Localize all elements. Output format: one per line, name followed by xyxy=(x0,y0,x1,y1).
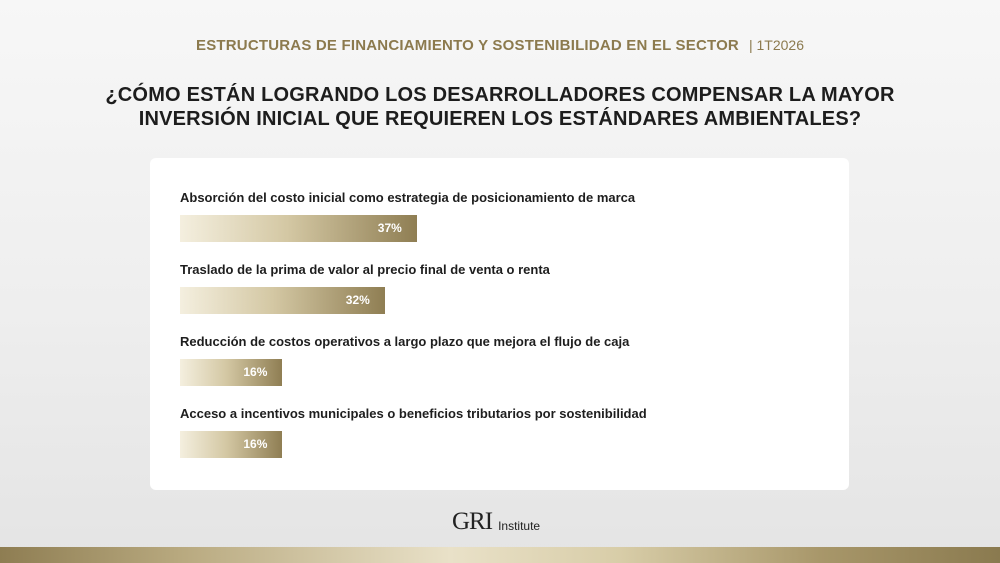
value-label: 32% xyxy=(345,293,370,307)
category-label: Traslado de la prima de valor al precio final de venta o renta xyxy=(180,262,550,277)
chart-card xyxy=(150,158,849,490)
section-title: ESTRUCTURAS DE FINANCIAMIENTO Y SOSTENIBILIDAD EN EL SECTOR xyxy=(196,37,739,54)
report-header xyxy=(0,35,1000,56)
bar xyxy=(180,431,282,458)
category-label: Absorción del costo inicial como estrategia de posicionamiento de marca xyxy=(180,190,636,205)
logo-subtitle: Institute xyxy=(498,519,541,533)
chart-item xyxy=(180,262,820,307)
period-label: | 1T2026 xyxy=(748,37,804,53)
value-label: 16% xyxy=(243,365,268,379)
category-label: Reducción de costos operativos a largo plazo que mejora el flujo de caja xyxy=(180,334,630,349)
bar xyxy=(180,287,385,314)
logo-mark: GRI xyxy=(452,508,493,535)
chart-item xyxy=(180,190,820,235)
value-label: 37% xyxy=(377,221,402,235)
value-label: 16% xyxy=(243,437,268,451)
gold-footer-stripe xyxy=(0,547,1000,563)
chart-item xyxy=(180,406,820,451)
bar xyxy=(180,215,417,242)
bar xyxy=(180,359,282,386)
chart-item xyxy=(180,334,820,379)
category-label: Acceso a incentivos municipales o beneficios tributarios por sostenibilidad xyxy=(180,406,647,421)
gri-logo xyxy=(452,505,540,535)
chart-title: ¿CÓMO ESTÁN LOGRANDO LOS DESARROLLADORES COMPENSAR LA MAYOR INVERSIÓN INICIAL QUE REQUIEREN LOS ESTÁNDARES AMBIENTALES? xyxy=(105,84,895,130)
